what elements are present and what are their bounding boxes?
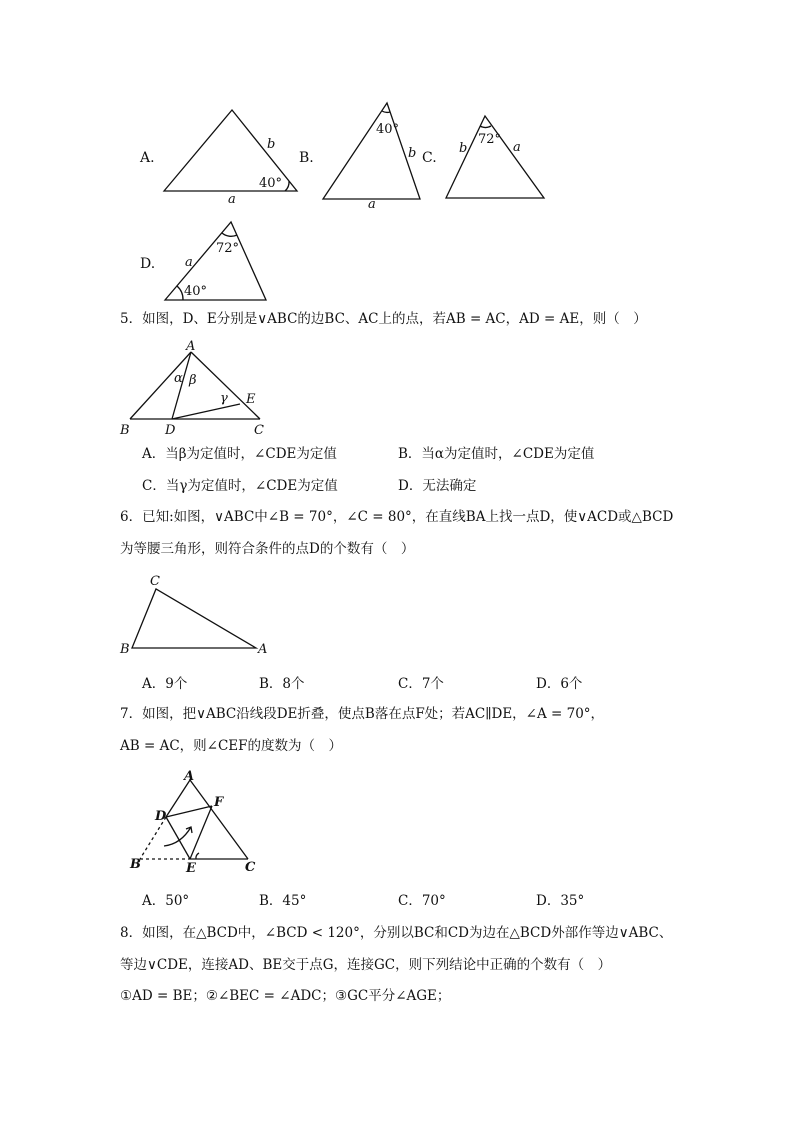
q4-option-a-letter: A. <box>140 150 155 166</box>
q4-a-side-b: b <box>267 137 276 152</box>
q7-option-a: A．50° <box>142 893 190 909</box>
q5-label-b: B <box>120 423 130 438</box>
q4-option-c-letter: C. <box>422 150 437 166</box>
q4-b-side-b: b <box>408 146 417 161</box>
q4-c-angle: 72° <box>478 132 502 147</box>
q6-label-b: B <box>120 642 130 657</box>
q5-label-c: C <box>254 423 264 438</box>
q4-c-side-a: a <box>513 140 521 155</box>
q7-label-d: D <box>155 809 167 824</box>
q7-label-f: F <box>214 795 224 810</box>
q4-d-angle-bottom: 40° <box>184 284 208 299</box>
q4-c-side-b: b <box>459 141 468 156</box>
q4-a-side-a: a <box>228 192 236 207</box>
q7-option-b: B．45° <box>259 893 307 909</box>
q6-option-b: B．8个 <box>259 676 305 692</box>
q4-a-angle: 40° <box>259 176 283 191</box>
q5-label-a: A <box>186 339 196 354</box>
q5-option-a: A．当β为定值时，∠CDE为定值 <box>142 446 337 462</box>
q4-option-b-letter: B. <box>299 150 314 166</box>
q7-option-c: C．70° <box>398 893 446 909</box>
q8-stem-line3: ①AD = BE；②∠BEC = ∠ADC；③GC平分∠AGE； <box>120 988 451 1004</box>
q6-label-a: A <box>258 642 268 657</box>
q6-stem-line1: 6．已知:如图，∨ABC中∠B = 70°，∠C = 80°，在直线BA上找一点D，使∨ACD或△BCD <box>120 509 674 525</box>
q5-stem: 5．如图，D、E分别是∨ABC的边BC、AC上的点，若AB = AC，AD = AE，则（ ） <box>120 311 647 327</box>
q4-d-side-a: a <box>185 255 193 270</box>
q7-stem-line1: 7．如图，把∨ABC沿线段DE折叠，使点B落在点F处；若AC∥DE，∠A = 70°， <box>120 706 605 722</box>
q7-label-e: E <box>186 861 196 876</box>
q8-stem-line2: 等边∨CDE，连接AD、BE交于点G，连接GC，则下列结论中正确的个数有（ ） <box>120 957 612 973</box>
q5-label-e: E <box>246 392 256 407</box>
q7-label-a: A <box>184 769 195 784</box>
q5-label-d: D <box>165 423 176 438</box>
q4-d-angle-top: 72° <box>216 241 240 256</box>
q6-option-a: A．9个 <box>142 676 188 692</box>
q7-option-d: D．35° <box>536 893 585 909</box>
q4-b-side-a: a <box>368 197 376 212</box>
q5-option-b: B．当α为定值时，∠CDE为定值 <box>398 446 595 462</box>
q5-label-beta: β <box>189 373 197 388</box>
q4-option-d-letter: D. <box>140 256 156 272</box>
q5-label-gamma: γ <box>220 391 228 406</box>
q6-stem-line2: 为等腰三角形，则符合条件的点D的个数有（ ） <box>120 541 415 557</box>
q5-label-alpha: α <box>174 371 183 386</box>
q8-stem-line1: 8．如图，在△BCD中，∠BCD < 120°，分别以BC和CD为边在△BCD外部作等边∨ABC、 <box>120 925 673 941</box>
q6-option-d: D．6个 <box>536 676 583 692</box>
q6-option-c: C．7个 <box>398 676 444 692</box>
q7-label-b: B <box>130 857 141 872</box>
q7-stem-line2: AB = AC，则∠CEF的度数为（ ） <box>120 738 343 754</box>
q7-label-c: C <box>245 860 256 875</box>
q5-option-c: C．当γ为定值时，∠CDE为定值 <box>142 478 338 494</box>
q6-label-c: C <box>150 574 160 589</box>
q4-b-angle: 40° <box>376 122 400 137</box>
q5-option-d: D．无法确定 <box>398 478 477 494</box>
